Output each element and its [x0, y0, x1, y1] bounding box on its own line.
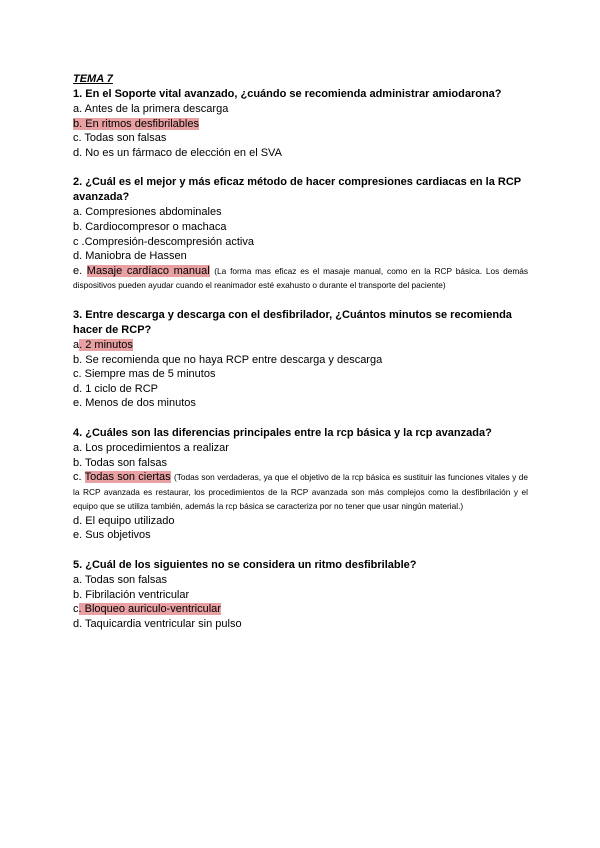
q1-option-a: a. Antes de la primera descarga: [73, 103, 229, 115]
q4-explanation-note: (Todas son verdaderas, ya que el objetivo de la rcp básica es sustituir las funciones vitales y de la RCP avanzada es restaurar, los procedimientos de la RCP avanzada son más complejos como la desfibrilación y el equipo que se utiliza también, además la rcp básica se caracteriza por no tener que usar ningún material.): [73, 472, 528, 512]
q5-option-a: a. Todas son falsas: [73, 574, 167, 587]
q3-option-b: b. Se recomienda que no haya RCP entre descarga y descarga: [73, 353, 383, 366]
q3-option-a-prefix: a: [73, 338, 80, 351]
document-content: [73, 72, 528, 646]
question-3-title: 3. Entre descarga y descarga con el desfibrilador, ¿Cuántos minutos se recomienda hacer de RCP?: [73, 308, 512, 336]
q3-option-c: c. Siempre mas de 5 minutos: [73, 368, 216, 381]
q4-correct-answer-highlight: Todas son ciertas: [84, 471, 171, 484]
q2-option-b: b. Cardiocompresor o machaca: [73, 220, 227, 233]
q5-option-c-prefix: c: [73, 603, 79, 616]
section-title: TEMA 7: [73, 73, 113, 85]
q4-option-d: d. El equipo utilizado: [73, 514, 175, 527]
q5-option-d: d. Taquicardia ventricular sin pulso: [73, 617, 242, 630]
q2-option-e-prefix: e.: [73, 264, 83, 277]
q3-option-e: e. Menos de dos minutos: [73, 397, 196, 410]
q1-option-c: c. Todas son falsas: [73, 132, 167, 145]
q4-option-c: [73, 470, 528, 514]
question-5: [73, 558, 528, 631]
question-1-title: 1. En el Soporte vital avanzado, ¿cuándo se recomienda administrar amiodarona?: [73, 88, 502, 100]
question-4-title: 4. ¿Cuáles son las diferencias principales entre la rcp básica y la rcp avanzada?: [73, 426, 492, 439]
q1-option-b: [73, 117, 528, 132]
q4-option-e: e. Sus objetivos: [73, 529, 151, 542]
question-4: [73, 426, 528, 543]
q5-option-c: [73, 602, 528, 617]
q1-option-d: d. No es un fármaco de elección en el SVA: [73, 146, 282, 159]
q4-option-c-prefix: c.: [73, 471, 82, 484]
question-3: [73, 308, 528, 411]
q2-option-e: [73, 264, 528, 293]
q5-option-b: b. Fibrilación ventricular: [73, 588, 190, 601]
q3-option-a: [73, 338, 528, 353]
q2-correct-answer-highlight: Masaje cardíaco manual: [86, 264, 210, 277]
question-5-title: 5. ¿Cuál de los siguientes no se considera un ritmo desfibrilable?: [73, 559, 417, 572]
q4-option-a: a. Los procedimientos a realizar: [73, 441, 229, 454]
q2-option-c: c .Compresión-descompresión activa: [73, 235, 254, 248]
question-2: [73, 175, 528, 293]
question-1: [73, 87, 528, 160]
q5-correct-answer-highlight: . Bloqueo auriculo-ventricular: [78, 603, 221, 616]
q3-option-d: d. 1 ciclo de RCP: [73, 382, 158, 395]
q2-option-a: a. Compresiones abdominales: [73, 206, 222, 219]
question-2-title: 2. ¿Cuál es el mejor y más eficaz método de hacer compresiones cardiacas en la RCP avanzada?: [73, 176, 521, 204]
q2-option-d: d. Maniobra de Hassen: [73, 250, 187, 263]
q2-explanation-note: (La forma mas eficaz es el masaje manual, como en la RCP básica. Los demás dispositivos pueden ayudar cuando el reanimador esté exahusto o durante el transporte del paciente): [73, 265, 528, 291]
q4-option-b: b. Todas son falsas: [73, 456, 167, 469]
q1-correct-answer-highlight: b. En ritmos desfibrilables: [73, 117, 199, 130]
q3-correct-answer-highlight: . 2 minutos: [79, 338, 133, 351]
